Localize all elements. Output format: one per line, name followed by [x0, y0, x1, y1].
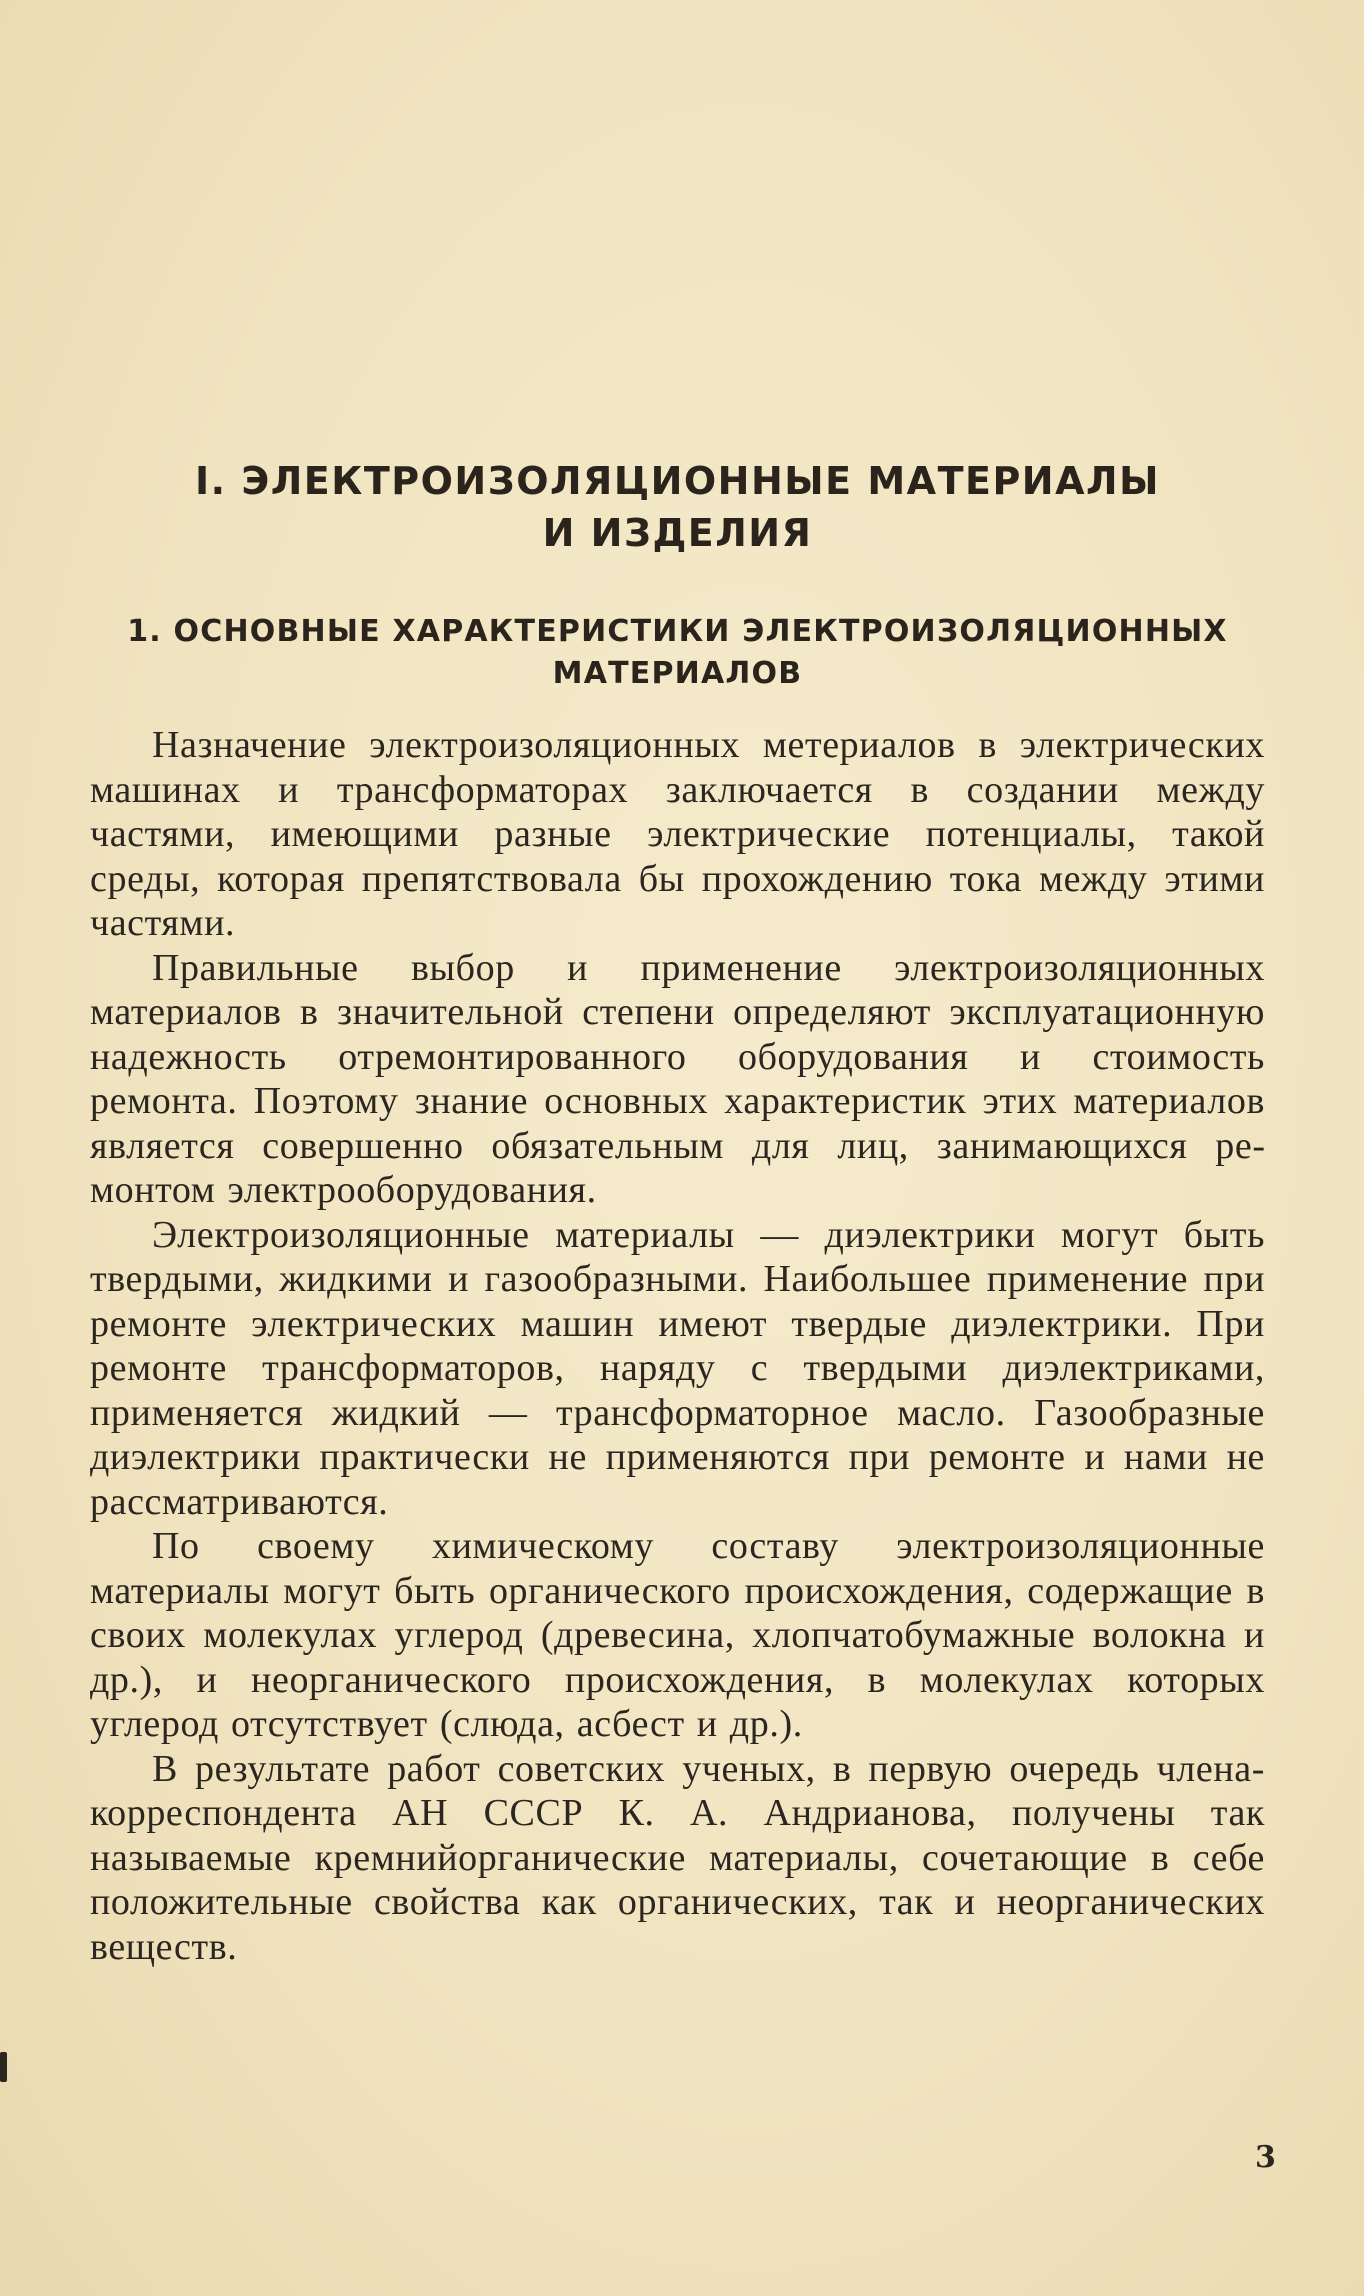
paragraph: Назначение электроизоляционных метериалов в электрических машинах и трансформаторах заключается в создании между частями, имеющими разные электрические потенциалы, такой среды, которая препятствовала бы прохождению тока между этими частями. [90, 724, 1265, 944]
section-title-line-1: 1. ОСНОВНЫЕ ХАРАКТЕРИСТИКИ ЭЛЕКТРОИЗОЛЯЦИОННЫХ [127, 614, 1228, 649]
section-title [90, 611, 1265, 695]
section-title-line-2: МАТЕРИАЛОВ [552, 656, 803, 691]
page-number: 3 [1255, 2140, 1276, 2175]
chapter-title-line-1: I. ЭЛЕКТРОИЗОЛЯЦИОННЫЕ МАТЕРИАЛЫ [195, 459, 1160, 503]
margin-mark [0, 2052, 7, 2082]
page-content [90, 455, 1265, 1969]
paragraph: Электроизоляционные материалы — диэлектрики могут быть твердыми, жидкими и газообразными. Наибольшее применение при ремонте электрических машин имеют твердые диэлектрики. При ремонте трансформаторов, наряду с твердыми диэлектриками, применяется жидкий — трансформаторное масло. Газообразные диэлектрики практически не применяются при ремонте и нами не рассматриваются. [90, 1213, 1265, 1523]
paragraph: По своему химическому составу электроизоляционные материалы могут быть органического происхождения, содержащие в своих молекулах углерод (древесина, хлопчатобумажные волокна и др.), и неорганического происхождения, в молекулах которых углерод отсутствует (слюда, асбест и др.). [90, 1525, 1265, 1745]
paragraph: В результате работ советских ученых, в первую очередь члена-корреспондента АН СССР К. А. Андрианова, получены так называемые кремнийорганические материалы, сочетающие в себе положительные свойства как органических, так и неорганических веществ. [90, 1747, 1265, 1968]
paragraph: Правильные выбор и применение электроизоляционных материалов в значительной степени определяют эксплуатационную надежность отремонтированного оборудования и стоимость ремонта. Поэтому знание основных характеристик этих материалов является совершенно обязательным для лиц, занимающихся ремонтом электрооборудования. [90, 946, 1265, 1211]
chapter-title-line-2: И ИЗДЕЛИЯ [542, 511, 813, 555]
chapter-title [90, 455, 1265, 559]
